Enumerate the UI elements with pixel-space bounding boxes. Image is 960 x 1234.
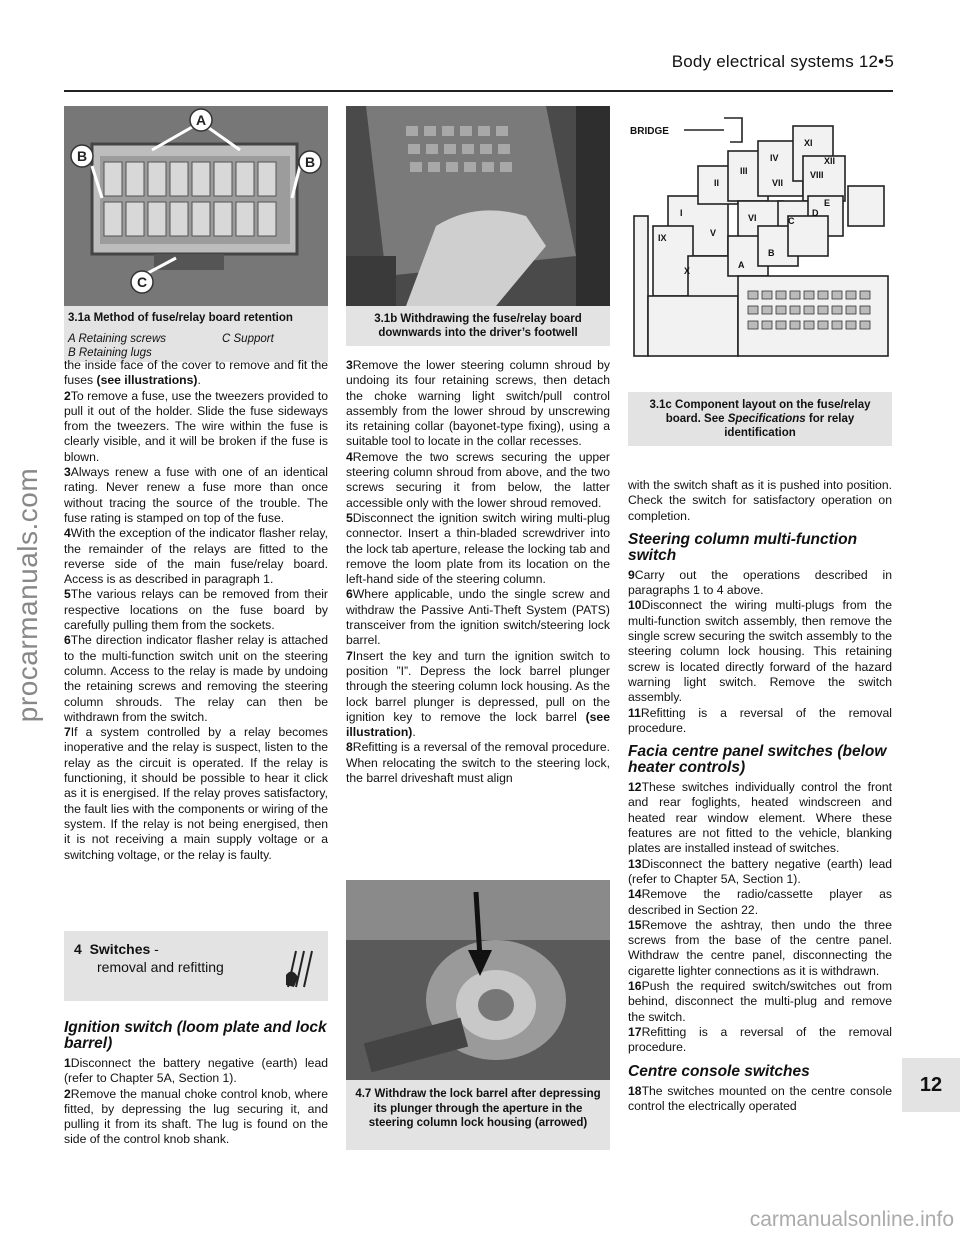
fig-3-1a-label-c: C <box>136 274 148 290</box>
fig-3-1c-relay-label: III <box>740 166 748 176</box>
fig-3-1c-relay-label: IV <box>770 153 779 163</box>
fig-3-1c-bridge-label: BRIDGE <box>630 126 669 137</box>
fig-3-1a-label-b-left: B <box>76 148 88 164</box>
paragraph-3: 3Always renew a fuse with one of an identical rating. Never renew a fuse more than once without tracing the source of the trouble. The fuse rating is stamped on top of the fuse. <box>64 465 328 525</box>
chapter-tab: 12 <box>902 1058 960 1112</box>
paragraph-9: 9Carry out the operations described in paragraphs 1 to 4 above. <box>628 567 892 598</box>
fig-3-1a-legend-c: C Support <box>222 333 274 345</box>
footer-watermark: carmanualsonline.info <box>749 1208 954 1231</box>
paragraph-8b: 8Refitting is a reversal of the removal procedure. When relocating the switch to the steering lock, the barrel driveshaft must align <box>346 740 610 786</box>
fig-3-1c-caption: 3.1c Component layout on the fuse/relay board. See Specifications for relay identification <box>649 399 871 439</box>
paragraph-11: 11Refitting is a reversal of the removal procedure. <box>628 705 892 735</box>
text-column-3 <box>628 478 892 1114</box>
fig-3-1c-diagram <box>628 106 892 392</box>
fig-3-1a-caption-box <box>64 306 328 362</box>
fig-3-1a-legend-b: B Retaining lugs <box>68 347 152 359</box>
text-column-1 <box>64 358 328 863</box>
text-column-1-lower <box>64 1012 328 1148</box>
subheading-facia-centre-panel: Facia centre panel switches (below heater controls) <box>628 743 887 777</box>
subheading-multi-function-switch: Steering column multi-function switch <box>628 530 858 564</box>
side-watermark <box>8 355 48 835</box>
page-header-title: Body electrical systems 12•5 <box>671 52 894 71</box>
difficulty-spanner-icon <box>282 947 318 991</box>
fig-3-1c-caption-box <box>628 392 892 446</box>
fig-3-1c-relay-label: X <box>684 266 691 276</box>
paragraph-2b: 2Remove the manual choke control knob, where fitted, by depressing the lug securing it, and pulling it from its shaft. The lug is found on the side of the control knob shank. <box>64 1086 328 1147</box>
paragraph-14: 14Remove the radio/cassette player as described in Section 22. <box>628 887 892 917</box>
fig-3-1c-letter-label: D <box>812 208 819 218</box>
paragraph-2: 2To remove a fuse, use the tweezers provided to pull it out of the holder. Slide the fuse sideways from the tweezers. The wire within the fuse is clearly visible, and it will be broken if the fuse is blown. <box>64 388 328 464</box>
fig-3-1c-drawing <box>628 106 892 392</box>
fig-3-1a-legend-a: A Retaining screws <box>68 333 167 345</box>
subheading-centre-console-switches: Centre console switches <box>628 1062 810 1080</box>
fig-3-1a-photo <box>64 106 328 306</box>
fig-3-1a-drawing <box>64 106 328 306</box>
fig-3-1c-letter-label: B <box>768 248 775 258</box>
section-4-heading-box <box>64 931 328 1001</box>
subheading-ignition-switch: Ignition switch (loom plate and lock barrel) <box>64 1019 327 1052</box>
section-4-subtitle: removal and refitting <box>97 959 224 975</box>
fig-3-1c-relay-label: VI <box>748 213 757 223</box>
paragraph-4b: 4Remove the two screws securing the upper steering column shroud from above, and the two screws securing it from below, the latter accessible only with the lower shroud removed. <box>346 449 610 510</box>
fig-3-1a-caption: 3.1a Method of fuse/relay board retention <box>68 312 293 324</box>
fig-3-1c-relay-label: XI <box>804 138 813 148</box>
paragraph-7b: 7Insert the key and turn the ignition switch to position ”I”. Depress the lock barrel plunger through the steering column lock housing. As the lock barrel plunger is depressed, pull on the ignition key to remove the lock barrel (see illustration). <box>346 648 610 740</box>
paragraph-8-cont: with the switch shaft as it is pushed into position. Check the switch for satisfactory operation on completion. <box>628 478 892 523</box>
fig-3-1c-relay-label: II <box>714 178 720 188</box>
fig-3-1a-label-a: A <box>195 112 207 128</box>
fig-3-1c-relay-label: XII <box>824 156 836 166</box>
paragraph-1-cont: the inside face of the cover to remove and fit the fuses (see illustrations). <box>64 358 328 388</box>
paragraph-13: 13Disconnect the battery negative (earth) lead (refer to Chapter 5A, Section 1). <box>628 856 892 886</box>
paragraph-15: 15Remove the ashtray, then undo the three screws from the base of the centre panel. Withdraw the centre panel, disconnecting the cigarette lighter connections as it is withdrawn. <box>628 917 892 978</box>
paragraph-4: 4With the exception of the indicator flasher relay, the remainder of the relays are fitted to the reverse side of the main fuse/relay board. Access is as described in paragraph 1. <box>64 526 328 587</box>
fig-3-1c-relay-label: I <box>680 208 683 218</box>
paragraph-12: 12These switches individually control the front and rear foglights, heated windscreen and heated rear window element. Where these features are not fitted to the vehicle, blanking plates are installed instead of switches. <box>628 780 892 856</box>
paragraph-6b: 6Where applicable, undo the single screw and withdraw the Passive Anti-Theft System (PATS) transceiver from the ignition switch/steering lock barrel. <box>346 587 610 648</box>
paragraph-7: 7If a system controlled by a relay becomes inoperative and the relay is suspect, listen to the relay as the circuit is operated. If the relay is functioning, it should be possible to hear it click as it is energised. If the relay proves satisfactory, the fault lies with the components or wiring of the system. If the relay is not being energised, then it is not receiving a main supply voltage or a switching voltage, or the relay is faulty. <box>64 725 328 862</box>
fig-4-7-drawing <box>346 880 610 1080</box>
fig-4-7-caption: 4.7 Withdraw the lock barrel after depressing its plunger through the aperture in the steering column lock housing (arrowed) <box>355 1088 601 1129</box>
fig-3-1b-photo <box>346 106 610 306</box>
fig-3-1c-relay-label: V <box>710 228 717 238</box>
fig-4-7-caption-box <box>346 1080 610 1150</box>
paragraph-16: 16Push the required switch/switches out from behind, disconnect the multi-plug and remove the switch. <box>628 979 892 1024</box>
fig-3-1c-relay-label: VIII <box>810 170 824 180</box>
text-column-2 <box>346 358 610 786</box>
header-rule <box>64 90 893 92</box>
paragraph-6: 6The direction indicator flasher relay is attached to the multi-function switch unit on the steering column. Access to the relay is made by undoing the retaining screws and removing the steering column shrouds. The relay can then be withdrawn from the switch. <box>64 633 328 724</box>
fig-3-1c-letter-label: C <box>788 216 795 226</box>
fig-3-1b-drawing <box>346 106 610 306</box>
fig-3-1c-relay-label: IX <box>658 233 667 243</box>
fig-3-1c-letter-label: A <box>738 260 745 270</box>
section-4-title: 4 Switches - <box>74 941 159 957</box>
fig-3-1c-relay-label: VII <box>772 178 784 188</box>
fig-3-1b-caption: 3.1b Withdrawing the fuse/relay board downwards into the driver’s footwell <box>374 313 582 339</box>
paragraph-5: 5The various relays can be removed from their respective locations on the fuse board by carefully pulling them from the sockets. <box>64 587 328 633</box>
paragraph-10: 10Disconnect the wiring multi-plugs from the multi-function switch assembly, then remove the single screw securing the switch assembly to the steering column lock housing. This retaining screw is located directly forward of the hazard warning light switch. Remove the switch assembly. <box>628 598 892 705</box>
paragraph-18: 18The switches mounted on the centre console control the electrically operated <box>628 1083 892 1113</box>
fig-3-1a-label-b-right: B <box>304 154 316 170</box>
paragraph-5b: 5Disconnect the ignition switch wiring multi-plug connector. Insert a thin-bladed screwdriver into the lock tab aperture, release the locking tab and remove the loom plate from its location on the left-hand side of the steering column. <box>346 510 610 587</box>
paragraph-1b: 1Disconnect the battery negative (earth) lead (refer to Chapter 5A, Section 1). <box>64 1056 328 1086</box>
paragraph-17: 17Refitting is a reversal of the removal procedure. <box>628 1024 892 1055</box>
fig-3-1c-letter-label: E <box>824 198 831 208</box>
paragraph-3b: 3Remove the lower steering column shroud by undoing its four retaining screws, then detach the choke warning light switch/pull control assembly from the lower shroud by unscrewing its retaining collar (bayonet-type fixing), using a suitable tool to locate in the collar recesses. <box>346 358 610 449</box>
fig-3-1b-caption-box <box>346 306 610 346</box>
fig-4-7-photo <box>346 880 610 1080</box>
side-watermark-text: procarmanuals.com <box>12 467 43 723</box>
